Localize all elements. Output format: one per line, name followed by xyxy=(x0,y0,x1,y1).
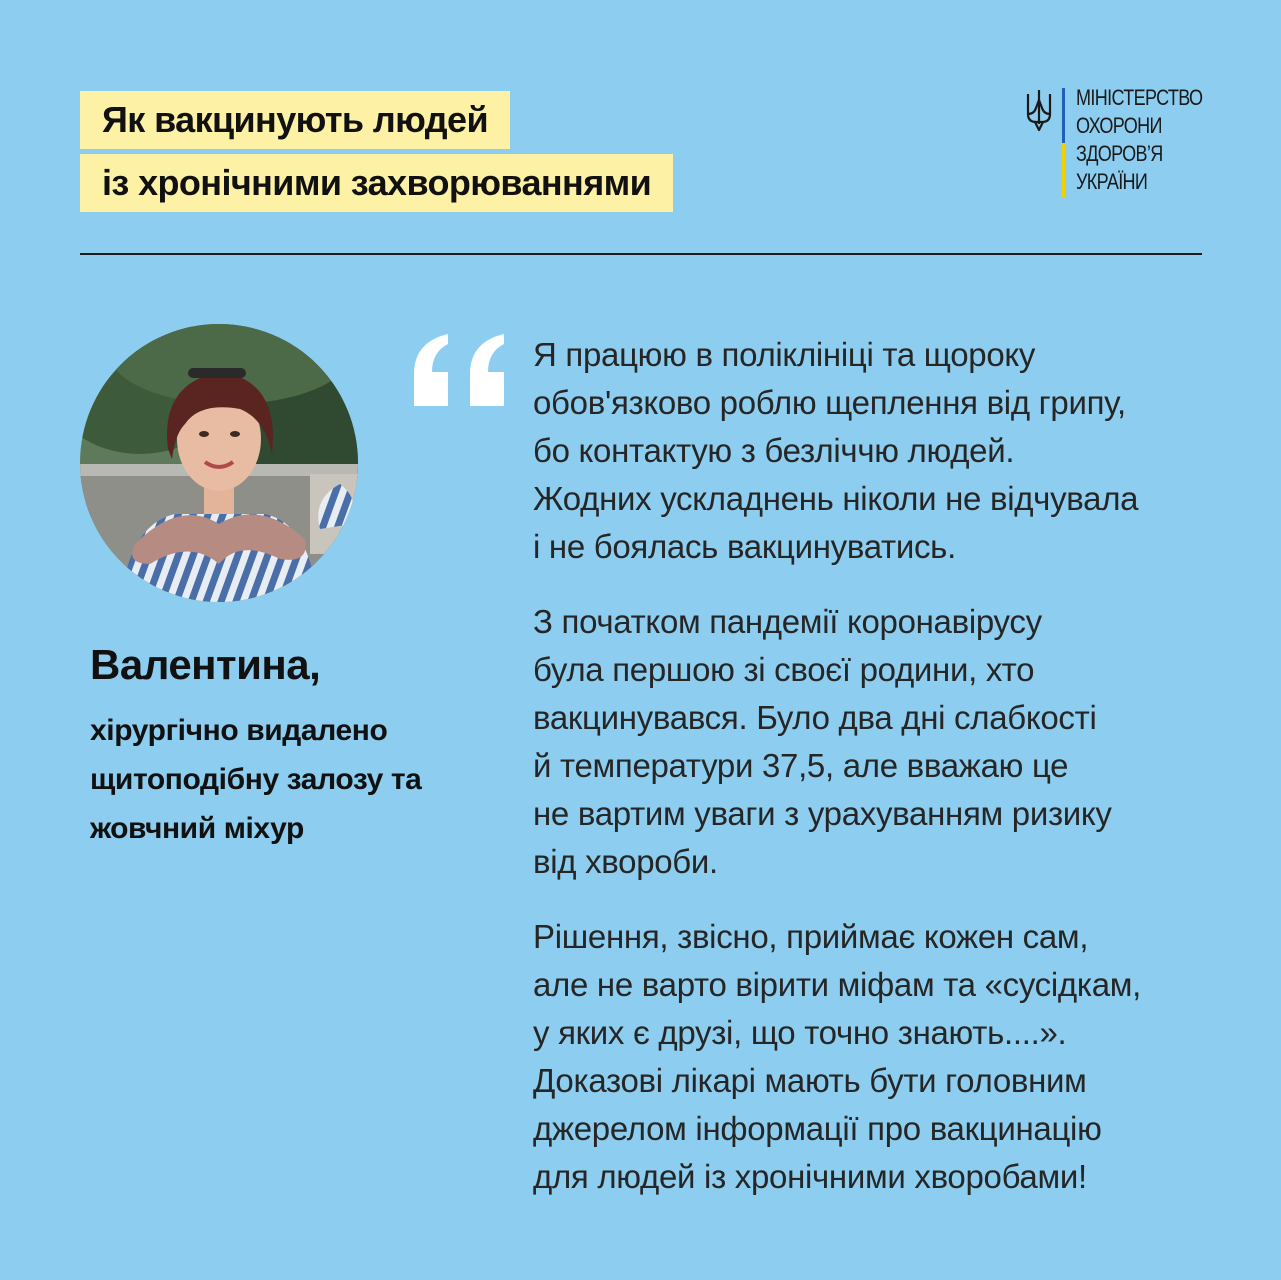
ministry-name: МІНІСТЕРСТВО ОХОРОНИ ЗДОРОВ’Я УКРАЇНИ xyxy=(1076,85,1203,194)
title-line-1: Як вакцинують людей xyxy=(80,91,510,149)
person-description: хірургічно видалено щитоподібну залозу та жовчний міхур xyxy=(90,714,422,845)
quote-text xyxy=(533,331,1213,1228)
trident-icon xyxy=(1024,88,1054,132)
divider xyxy=(80,253,1202,255)
person-name: Валентина, xyxy=(90,641,321,688)
quote-paragraph: Рішення, звісно, приймає кожен сам, але не варто вірити міфам та «сусідкам, у яких є друзі, що точно знають....». Доказові лікарі мають бути головним джерелом інформації про вакцинацію для людей із хронічними хворобами! xyxy=(533,918,1142,1195)
quote-paragraph: Я працюю в поліклініці та щороку обов'язково роблю щеплення від грипу, бо контактую з безліччю людей. Жодних ускладнень ніколи не відчувала і не боялась вакцинуватись. xyxy=(533,336,1139,565)
avatar xyxy=(80,324,358,602)
title-line-2: із хронічними захворюваннями xyxy=(80,154,673,212)
quote-paragraph: З початком пандемії коронавірусу була першою зі своєї родини, хто вакцинувався. Було два дні слабкості й температури 37,5, але вважаю це не вартим уваги з урахуванням ризику від хвороби. xyxy=(533,603,1112,880)
flag-bar xyxy=(1062,88,1065,198)
quote-icon xyxy=(410,312,510,412)
